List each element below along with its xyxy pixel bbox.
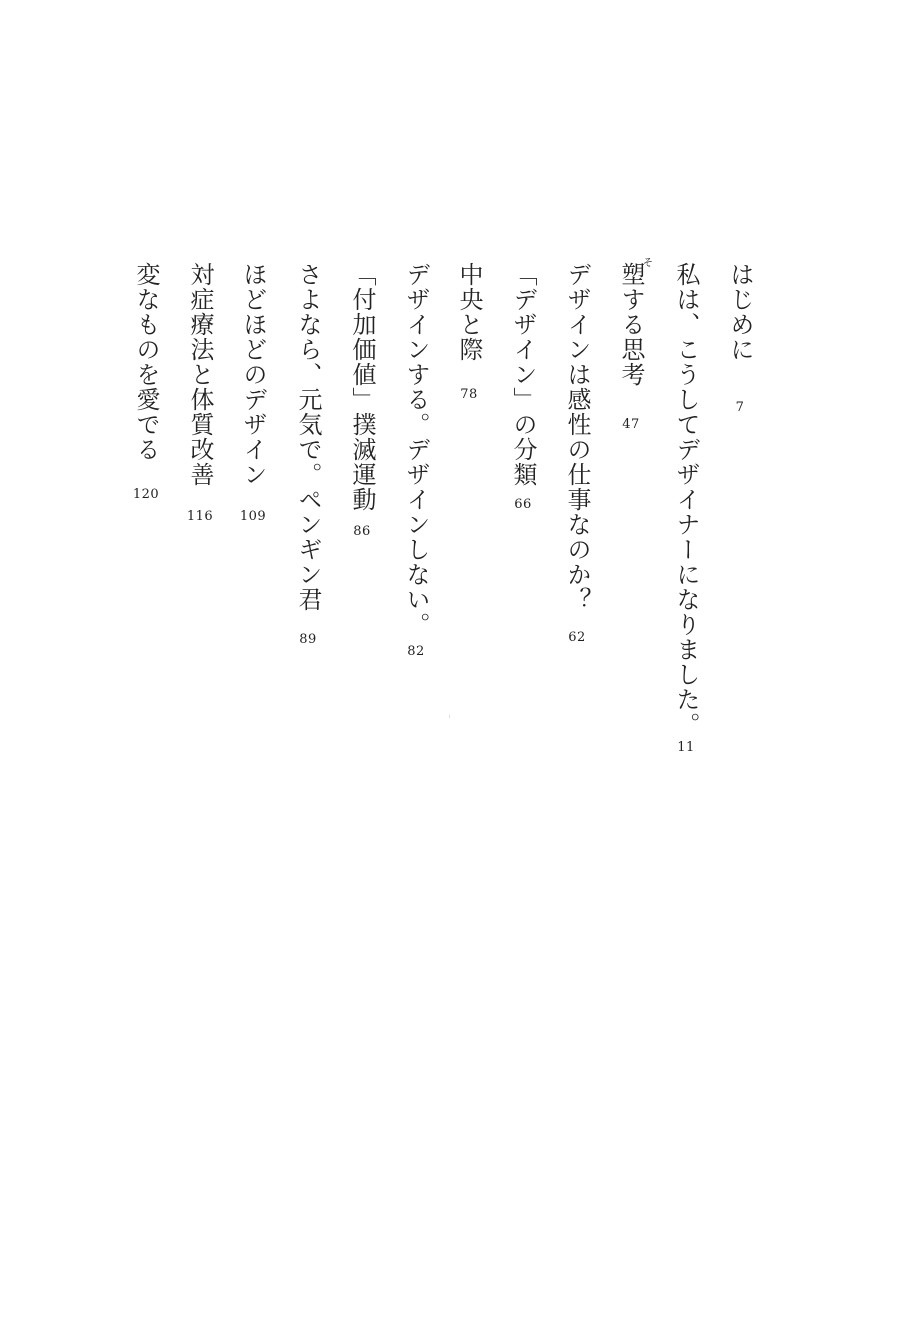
toc-entry-ruby: そ <box>643 258 653 269</box>
toc-entry-title: はじめに <box>726 262 754 362</box>
toc-entry-page-number: 116 <box>186 509 214 524</box>
toc-entry-page-number: 89 <box>299 632 317 647</box>
toc-entry-title: 塑する思考 <box>617 262 645 387</box>
toc-entry-title: 「付加価値」撲滅運動 <box>348 262 376 512</box>
toc-entry-title: 中央と際 <box>455 262 483 362</box>
toc-entry-page-number: 109 <box>239 509 267 524</box>
toc-entry-title: 変なものを愛でる <box>132 262 160 462</box>
toc-entry-title: 対症療法と体質改善 <box>186 262 214 487</box>
center-mark <box>449 715 450 718</box>
toc-entry-title: 「デザイン」の分類 <box>509 262 537 487</box>
toc-entry-title: ほどほどのデザイン <box>239 262 267 487</box>
toc-entry-page-number: 78 <box>460 387 478 402</box>
toc-entry-page-number: 82 <box>407 644 425 659</box>
toc-entry-page-number: 120 <box>132 487 160 502</box>
toc-entry-page-number: 86 <box>353 524 371 539</box>
toc-entry-page-number: 7 <box>735 400 745 415</box>
toc-entry-page-number: 66 <box>514 497 532 512</box>
toc-entry-page-number: 47 <box>622 417 640 432</box>
toc-entry-title: デザインは感性の仕事なのか？ <box>563 262 591 612</box>
toc-entry-title: 私は、こうしてデザイナーになりました。 <box>672 262 700 737</box>
toc-entry-title: デザインする。デザインしない。 <box>402 262 430 637</box>
toc-entry-page-number: 11 <box>677 740 695 755</box>
toc-entry-page-number: 62 <box>568 630 586 645</box>
toc-entry-title: さよなら、元気で。ペンギン君 <box>294 262 322 612</box>
